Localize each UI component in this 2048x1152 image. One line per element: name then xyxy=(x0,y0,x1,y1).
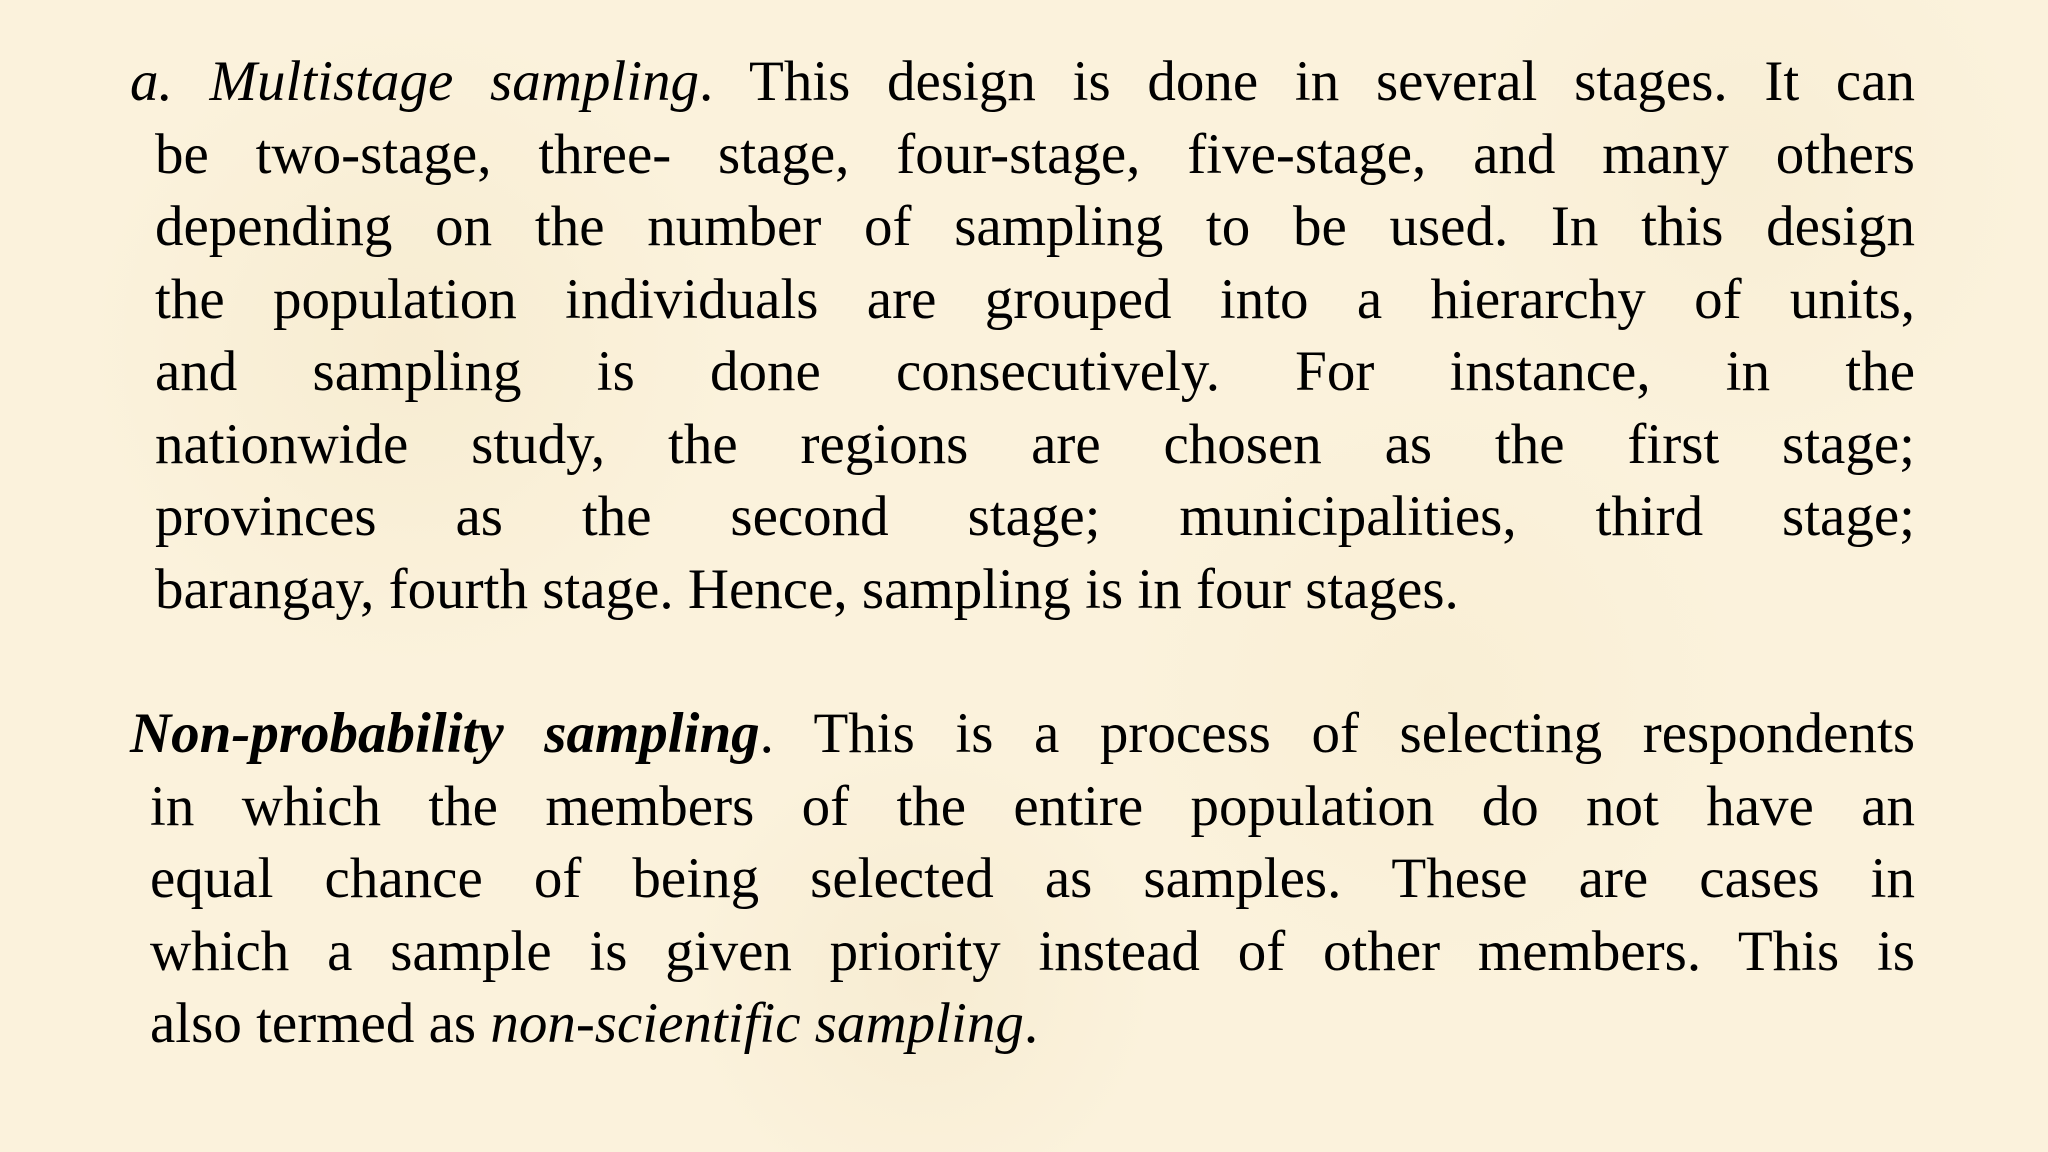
nonprobability-paragraph xyxy=(130,698,1915,1061)
paragraph-line: in which the members of the entire population do not have an xyxy=(150,774,1915,838)
paragraph-line: the population individuals are grouped into a hierarchy of units, xyxy=(155,267,1915,331)
non-scientific-term: non-scientific sampling xyxy=(490,992,1024,1055)
paragraph-line: be two-stage, three- stage, four-stage, five-stage, and many others xyxy=(155,122,1915,186)
paragraph-line: and sampling is done consecutively. For instance, in the xyxy=(155,340,1915,403)
paragraph-line: a. Multistage sampling. This design is done in several stages. It can xyxy=(130,50,1915,113)
paragraph-line: provinces as the second stage; municipalities, third stage; xyxy=(155,485,1915,548)
paragraph-line: depending on the number of sampling to be used. In this design xyxy=(155,195,1915,258)
paragraph-line: barangay, fourth stage. Hence, sampling is in four stages. xyxy=(155,557,1459,621)
multistage-paragraph xyxy=(130,46,1915,626)
nonprobability-term: Non-probability sampling xyxy=(130,702,760,765)
multistage-term: a. Multistage sampling xyxy=(130,50,700,113)
paragraph-line: Non-probability sampling. This is a process of selecting respondents xyxy=(130,702,1915,765)
paragraph-line: also termed as non-scientific sampling. xyxy=(150,992,1039,1055)
paragraph-line: equal chance of being selected as samples. These are cases in xyxy=(150,847,1915,910)
paragraph-line: nationwide study, the regions are chosen as the first stage; xyxy=(155,412,1915,476)
paragraph-line: which a sample is given priority instead of other members. This is xyxy=(150,919,1915,983)
